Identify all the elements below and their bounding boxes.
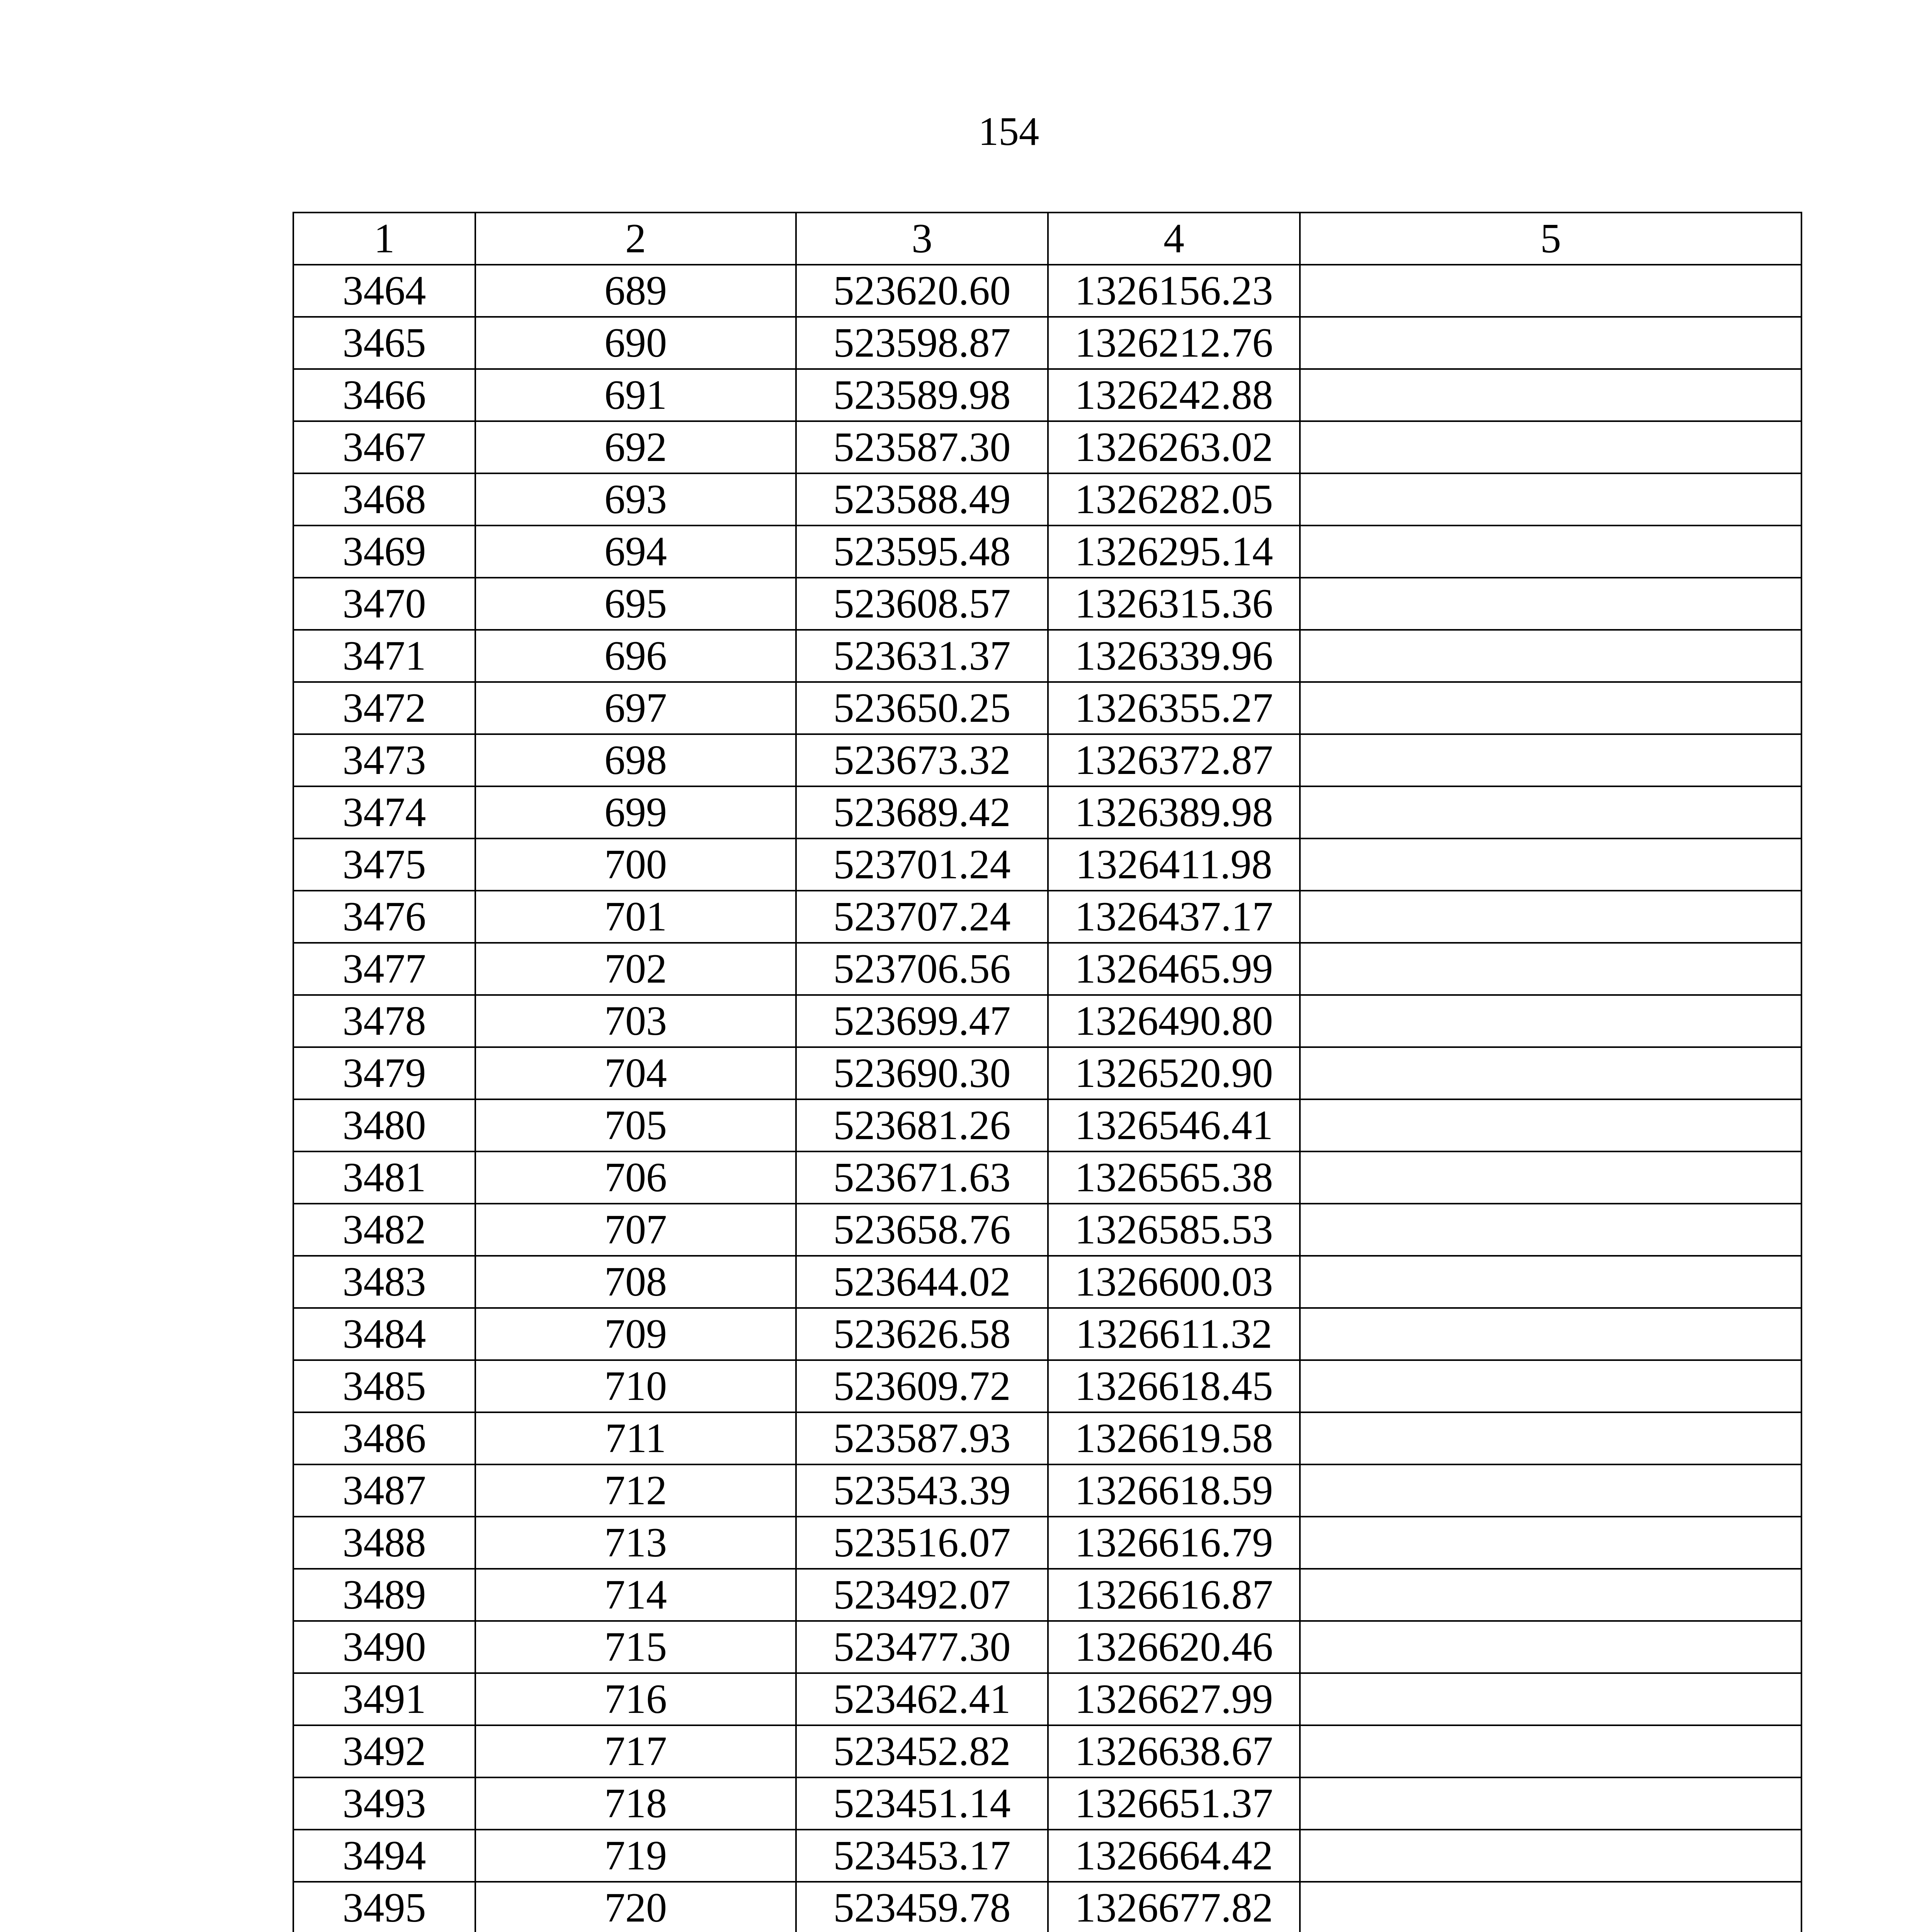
table-cell-col-4: 1326585.53 [1048,1204,1300,1256]
table-cell-col-1: 3482 [293,1204,475,1256]
table-cell-col-3: 523477.30 [796,1621,1048,1673]
table-row [293,786,1801,838]
table-cell-col-2: 702 [475,943,796,995]
table-cell-col-2: 699 [475,786,796,838]
table-cell-col-4: 1326411.98 [1048,838,1300,891]
table-cell-col-4: 1326638.67 [1048,1725,1300,1777]
table-row [293,1099,1801,1151]
table-cell-col-3: 523690.30 [796,1047,1048,1099]
table-cell-col-3: 523701.24 [796,838,1048,891]
table-cell-col-4: 1326651.37 [1048,1777,1300,1830]
table-row [293,1308,1801,1360]
table-cell-col-4: 1326465.99 [1048,943,1300,995]
table-cell-col-3: 523706.56 [796,943,1048,995]
table-cell-col-5 [1300,1464,1801,1517]
table-cell-col-4: 1326263.02 [1048,421,1300,473]
table-cell-col-5 [1300,734,1801,786]
table-cell-col-4: 1326372.87 [1048,734,1300,786]
table-cell-col-4: 1326619.58 [1048,1412,1300,1464]
table-cell-col-2: 695 [475,578,796,630]
table-row [293,1047,1801,1099]
table-cell-col-3: 523598.87 [796,317,1048,369]
table-cell-col-3: 523453.17 [796,1830,1048,1882]
table-cell-col-3: 523673.32 [796,734,1048,786]
table-cell-col-5 [1300,630,1801,682]
table-row [293,473,1801,526]
table-row [293,421,1801,473]
table-cell-col-4: 1326389.98 [1048,786,1300,838]
table-cell-col-3: 523543.39 [796,1464,1048,1517]
table-row [293,1777,1801,1830]
table-cell-col-1: 3480 [293,1099,475,1151]
table-cell-col-4: 1326520.90 [1048,1047,1300,1099]
table-cell-col-2: 709 [475,1308,796,1360]
table-cell-col-3: 523671.63 [796,1151,1048,1204]
table-cell-col-2: 703 [475,995,796,1047]
header-cell-5: 5 [1300,213,1801,265]
table-cell-col-2: 705 [475,1099,796,1151]
table-row [293,526,1801,578]
table-cell-col-1: 3489 [293,1569,475,1621]
table-cell-col-4: 1326339.96 [1048,630,1300,682]
table-cell-col-3: 523707.24 [796,891,1048,943]
table-cell-col-5 [1300,995,1801,1047]
table-row [293,265,1801,317]
table-cell-col-5 [1300,1412,1801,1464]
table-cell-col-4: 1326611.32 [1048,1308,1300,1360]
table-row [293,1256,1801,1308]
table-cell-col-1: 3478 [293,995,475,1047]
table-row [293,317,1801,369]
table-row [293,1360,1801,1412]
table-cell-col-3: 523587.93 [796,1412,1048,1464]
table-cell-col-2: 696 [475,630,796,682]
table-cell-col-1: 3469 [293,526,475,578]
table-row [293,1464,1801,1517]
table-cell-col-4: 1326620.46 [1048,1621,1300,1673]
table-cell-col-5 [1300,1882,1801,1932]
table-cell-col-1: 3487 [293,1464,475,1517]
table-cell-col-4: 1326677.82 [1048,1882,1300,1932]
table-cell-col-2: 713 [475,1517,796,1569]
table-cell-col-4: 1326618.45 [1048,1360,1300,1412]
table-cell-col-1: 3476 [293,891,475,943]
table-cell-col-3: 523626.58 [796,1308,1048,1360]
table-cell-col-2: 689 [475,265,796,317]
table-cell-col-1: 3473 [293,734,475,786]
header-cell-3: 3 [796,213,1048,265]
table-cell-col-1: 3481 [293,1151,475,1204]
table-cell-col-2: 704 [475,1047,796,1099]
table-cell-col-3: 523658.76 [796,1204,1048,1256]
table-cell-col-5 [1300,1308,1801,1360]
table-cell-col-2: 719 [475,1830,796,1882]
table-cell-col-5 [1300,1151,1801,1204]
table-cell-col-2: 720 [475,1882,796,1932]
table-cell-col-4: 1326627.99 [1048,1673,1300,1725]
table-cell-col-2: 698 [475,734,796,786]
table-cell-col-3: 523681.26 [796,1099,1048,1151]
table-cell-col-2: 712 [475,1464,796,1517]
table-cell-col-1: 3468 [293,473,475,526]
table-cell-col-2: 691 [475,369,796,421]
table-cell-col-5 [1300,421,1801,473]
table-cell-col-4: 1326565.38 [1048,1151,1300,1204]
table-cell-col-1: 3492 [293,1725,475,1777]
table-cell-col-3: 523650.25 [796,682,1048,734]
table-cell-col-5 [1300,1360,1801,1412]
table-row [293,995,1801,1047]
table-cell-col-2: 700 [475,838,796,891]
table-cell-col-4: 1326664.42 [1048,1830,1300,1882]
table-cell-col-2: 707 [475,1204,796,1256]
table-cell-col-5 [1300,1673,1801,1725]
table-cell-col-3: 523699.47 [796,995,1048,1047]
table-cell-col-3: 523595.48 [796,526,1048,578]
table-row [293,891,1801,943]
table-cell-col-4: 1326355.27 [1048,682,1300,734]
table-row [293,369,1801,421]
table-cell-col-3: 523462.41 [796,1673,1048,1725]
table-row [293,838,1801,891]
table-row [293,682,1801,734]
table-cell-col-2: 697 [475,682,796,734]
table-cell-col-3: 523631.37 [796,630,1048,682]
table-cell-col-2: 690 [475,317,796,369]
table-cell-col-3: 523587.30 [796,421,1048,473]
table-header [293,213,1801,265]
table-row [293,1673,1801,1725]
table-cell-col-2: 717 [475,1725,796,1777]
table-cell-col-5 [1300,1204,1801,1256]
table-cell-col-1: 3467 [293,421,475,473]
table-cell-col-4: 1326295.14 [1048,526,1300,578]
page-number: 154 [978,109,1039,154]
table-cell-col-1: 3484 [293,1308,475,1360]
table-cell-col-3: 523459.78 [796,1882,1048,1932]
table-cell-col-2: 694 [475,526,796,578]
table-row [293,1621,1801,1673]
table-cell-col-3: 523452.82 [796,1725,1048,1777]
table-cell-col-5 [1300,1047,1801,1099]
table-cell-col-5 [1300,1830,1801,1882]
table-row [293,1569,1801,1621]
table-cell-col-1: 3491 [293,1673,475,1725]
table-cell-col-3: 523608.57 [796,578,1048,630]
table-cell-col-5 [1300,891,1801,943]
table-cell-col-3: 523689.42 [796,786,1048,838]
table-cell-col-3: 523588.49 [796,473,1048,526]
table-cell-col-1: 3471 [293,630,475,682]
table-cell-col-5 [1300,1621,1801,1673]
header-row [293,213,1801,265]
table-cell-col-1: 3479 [293,1047,475,1099]
table-cell-col-2: 710 [475,1360,796,1412]
table-row [293,1517,1801,1569]
table-cell-col-5 [1300,682,1801,734]
table-cell-col-4: 1326212.76 [1048,317,1300,369]
table-cell-col-1: 3474 [293,786,475,838]
table-cell-col-1: 3483 [293,1256,475,1308]
table-cell-col-5 [1300,317,1801,369]
table-cell-col-4: 1326616.79 [1048,1517,1300,1569]
table-cell-col-1: 3485 [293,1360,475,1412]
table-cell-col-1: 3477 [293,943,475,995]
table-cell-col-5 [1300,578,1801,630]
table-cell-col-2: 718 [475,1777,796,1830]
table-cell-col-3: 523644.02 [796,1256,1048,1308]
table-cell-col-4: 1326437.17 [1048,891,1300,943]
table-cell-col-2: 716 [475,1673,796,1725]
table-cell-col-4: 1326546.41 [1048,1099,1300,1151]
table-cell-col-1: 3486 [293,1412,475,1464]
table-cell-col-3: 523451.14 [796,1777,1048,1830]
table-cell-col-2: 711 [475,1412,796,1464]
table-cell-col-1: 3466 [293,369,475,421]
table-cell-col-5 [1300,473,1801,526]
table-row [293,630,1801,682]
table-cell-col-5 [1300,1777,1801,1830]
table-row [293,1830,1801,1882]
table-cell-col-5 [1300,265,1801,317]
table-cell-col-3: 523589.98 [796,369,1048,421]
table-cell-col-1: 3464 [293,265,475,317]
table-row [293,1204,1801,1256]
coordinates-table [293,212,1802,1932]
table-cell-col-1: 3465 [293,317,475,369]
table-cell-col-5 [1300,1099,1801,1151]
table-cell-col-5 [1300,369,1801,421]
table-cell-col-2: 715 [475,1621,796,1673]
table-cell-col-5 [1300,838,1801,891]
table-cell-col-2: 714 [475,1569,796,1621]
table-cell-col-4: 1326600.03 [1048,1256,1300,1308]
table-cell-col-3: 523620.60 [796,265,1048,317]
table-cell-col-4: 1326490.80 [1048,995,1300,1047]
table-row [293,1412,1801,1464]
table-row [293,943,1801,995]
table-cell-col-2: 693 [475,473,796,526]
table-cell-col-1: 3490 [293,1621,475,1673]
table-cell-col-3: 523609.72 [796,1360,1048,1412]
table-row [293,1882,1801,1932]
table-cell-col-1: 3488 [293,1517,475,1569]
table-cell-col-4: 1326242.88 [1048,369,1300,421]
table-cell-col-1: 3493 [293,1777,475,1830]
table-cell-col-1: 3470 [293,578,475,630]
table-cell-col-5 [1300,786,1801,838]
table-body [293,265,1801,1932]
table-cell-col-2: 706 [475,1151,796,1204]
table-cell-col-1: 3472 [293,682,475,734]
table-row [293,1151,1801,1204]
header-cell-4: 4 [1048,213,1300,265]
table-cell-col-5 [1300,943,1801,995]
table-cell-col-4: 1326282.05 [1048,473,1300,526]
table-cell-col-5 [1300,1256,1801,1308]
table-cell-col-1: 3475 [293,838,475,891]
table-cell-col-5 [1300,526,1801,578]
table-cell-col-4: 1326618.59 [1048,1464,1300,1517]
header-cell-1: 1 [293,213,475,265]
table-cell-col-5 [1300,1569,1801,1621]
table-cell-col-5 [1300,1725,1801,1777]
table-cell-col-2: 701 [475,891,796,943]
table-cell-col-4: 1326616.87 [1048,1569,1300,1621]
table-cell-col-5 [1300,1517,1801,1569]
table-cell-col-2: 692 [475,421,796,473]
table-row [293,1725,1801,1777]
table-cell-col-2: 708 [475,1256,796,1308]
table-row [293,734,1801,786]
table-cell-col-3: 523516.07 [796,1517,1048,1569]
table-cell-col-3: 523492.07 [796,1569,1048,1621]
table-row [293,578,1801,630]
header-cell-2: 2 [475,213,796,265]
table-cell-col-1: 3494 [293,1830,475,1882]
table-cell-col-4: 1326315.36 [1048,578,1300,630]
table-cell-col-1: 3495 [293,1882,475,1932]
table-cell-col-4: 1326156.23 [1048,265,1300,317]
